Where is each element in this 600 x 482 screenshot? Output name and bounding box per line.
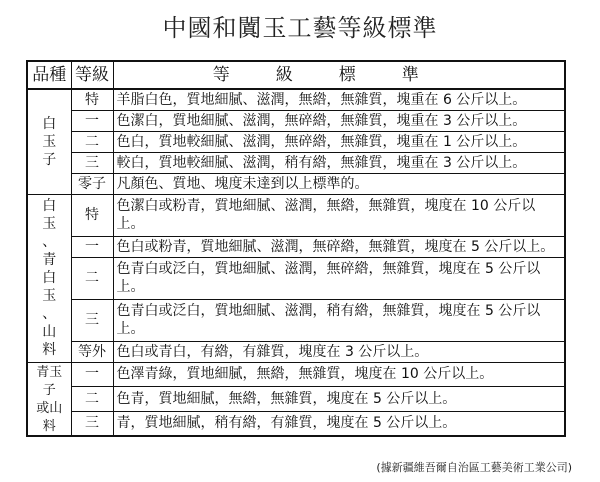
standard-cell: 色青白或泛白，質地細膩、滋潤，稍有綹，無雜質，塊度在 5 公斤以上。 bbox=[113, 299, 565, 341]
table-row bbox=[27, 194, 565, 236]
standard-cell: 色澤青綠，質地細膩，無綹，無雜質，塊度在 10 公斤以上。 bbox=[113, 362, 565, 387]
variety-label: 白 玉 、 青 白 玉 、 山 料 bbox=[42, 198, 57, 358]
level-cell: 三 bbox=[71, 411, 113, 436]
standard-cell: 色潔白或粉青，質地細膩、滋潤，無綹，無雜質，塊度在 10 公斤以上。 bbox=[113, 194, 565, 236]
variety-cell-shanliao bbox=[27, 194, 71, 362]
grade-table bbox=[26, 60, 566, 437]
table-row bbox=[27, 173, 565, 194]
table-row bbox=[27, 89, 565, 110]
table-row bbox=[27, 236, 565, 257]
variety-label: 青玉子 或山料 bbox=[36, 364, 63, 434]
level-cell: 二 bbox=[71, 131, 113, 152]
level-cell: 特 bbox=[71, 89, 113, 110]
table-row bbox=[27, 387, 565, 412]
level-cell: 三 bbox=[71, 299, 113, 341]
table-header-row bbox=[27, 61, 565, 89]
standard-cell: 色潔白，質地細膩、滋潤，無碎綹，無雜質，塊重在 3 公斤以上。 bbox=[113, 110, 565, 131]
standard-cell: 較白，質地較細膩、滋潤，稍有綹，無雜質，塊重在 3 公斤以上。 bbox=[113, 152, 565, 173]
table-row bbox=[27, 362, 565, 387]
standard-cell: 色青白或泛白，質地細膩、滋潤，無碎綹，無雜質，塊度在 5 公斤以上。 bbox=[113, 257, 565, 299]
variety-cell-qingyuzi bbox=[27, 362, 71, 436]
standard-cell: 凡顏色、質地、塊度未達到以上標準的。 bbox=[113, 173, 565, 194]
standard-cell: 色白或粉青，質地細膩、滋潤，無碎綹，無雜質，塊度在 5 公斤以上。 bbox=[113, 236, 565, 257]
header-level: 等級 bbox=[71, 61, 113, 89]
level-cell: 一 bbox=[71, 236, 113, 257]
standard-cell: 色白，質地較細膩、滋潤，無碎綹，無雜質，塊重在 1 公斤以上。 bbox=[113, 131, 565, 152]
standard-cell: 色白或青白，有綹，有雜質，塊度在 3 公斤以上。 bbox=[113, 341, 565, 362]
table-row bbox=[27, 152, 565, 173]
level-cell: 二 bbox=[71, 257, 113, 299]
table-row bbox=[27, 341, 565, 362]
variety-label: 白 玉 子 bbox=[42, 115, 57, 168]
level-cell: 二 bbox=[71, 387, 113, 412]
level-cell: 特 bbox=[71, 194, 113, 236]
level-cell: 三 bbox=[71, 152, 113, 173]
header-variety: 品種 bbox=[27, 61, 71, 89]
level-cell: 一 bbox=[71, 110, 113, 131]
level-cell: 零子 bbox=[71, 173, 113, 194]
table-row bbox=[27, 131, 565, 152]
source-note: (據新疆維吾爾自治區工藝美術工業公司) bbox=[376, 461, 572, 474]
table-row bbox=[27, 110, 565, 131]
table-row bbox=[27, 257, 565, 299]
table-row bbox=[27, 411, 565, 436]
table-row bbox=[27, 299, 565, 341]
standard-cell: 色青，質地細膩，無綹，無雜質，塊度在 5 公斤以上。 bbox=[113, 387, 565, 412]
level-cell: 等外 bbox=[71, 341, 113, 362]
variety-cell-baiyuzi bbox=[27, 89, 71, 194]
standard-cell: 青，質地細膩，稍有綹，有雜質，塊度在 5 公斤以上。 bbox=[113, 411, 565, 436]
header-standard: 等級標準 bbox=[113, 61, 565, 89]
page-title: 中國和闐玉工藝等級標準 bbox=[162, 14, 438, 42]
level-cell: 一 bbox=[71, 362, 113, 387]
standard-cell: 羊脂白色，質地細膩、滋潤，無綹，無雜質，塊重在 6 公斤以上。 bbox=[113, 89, 565, 110]
